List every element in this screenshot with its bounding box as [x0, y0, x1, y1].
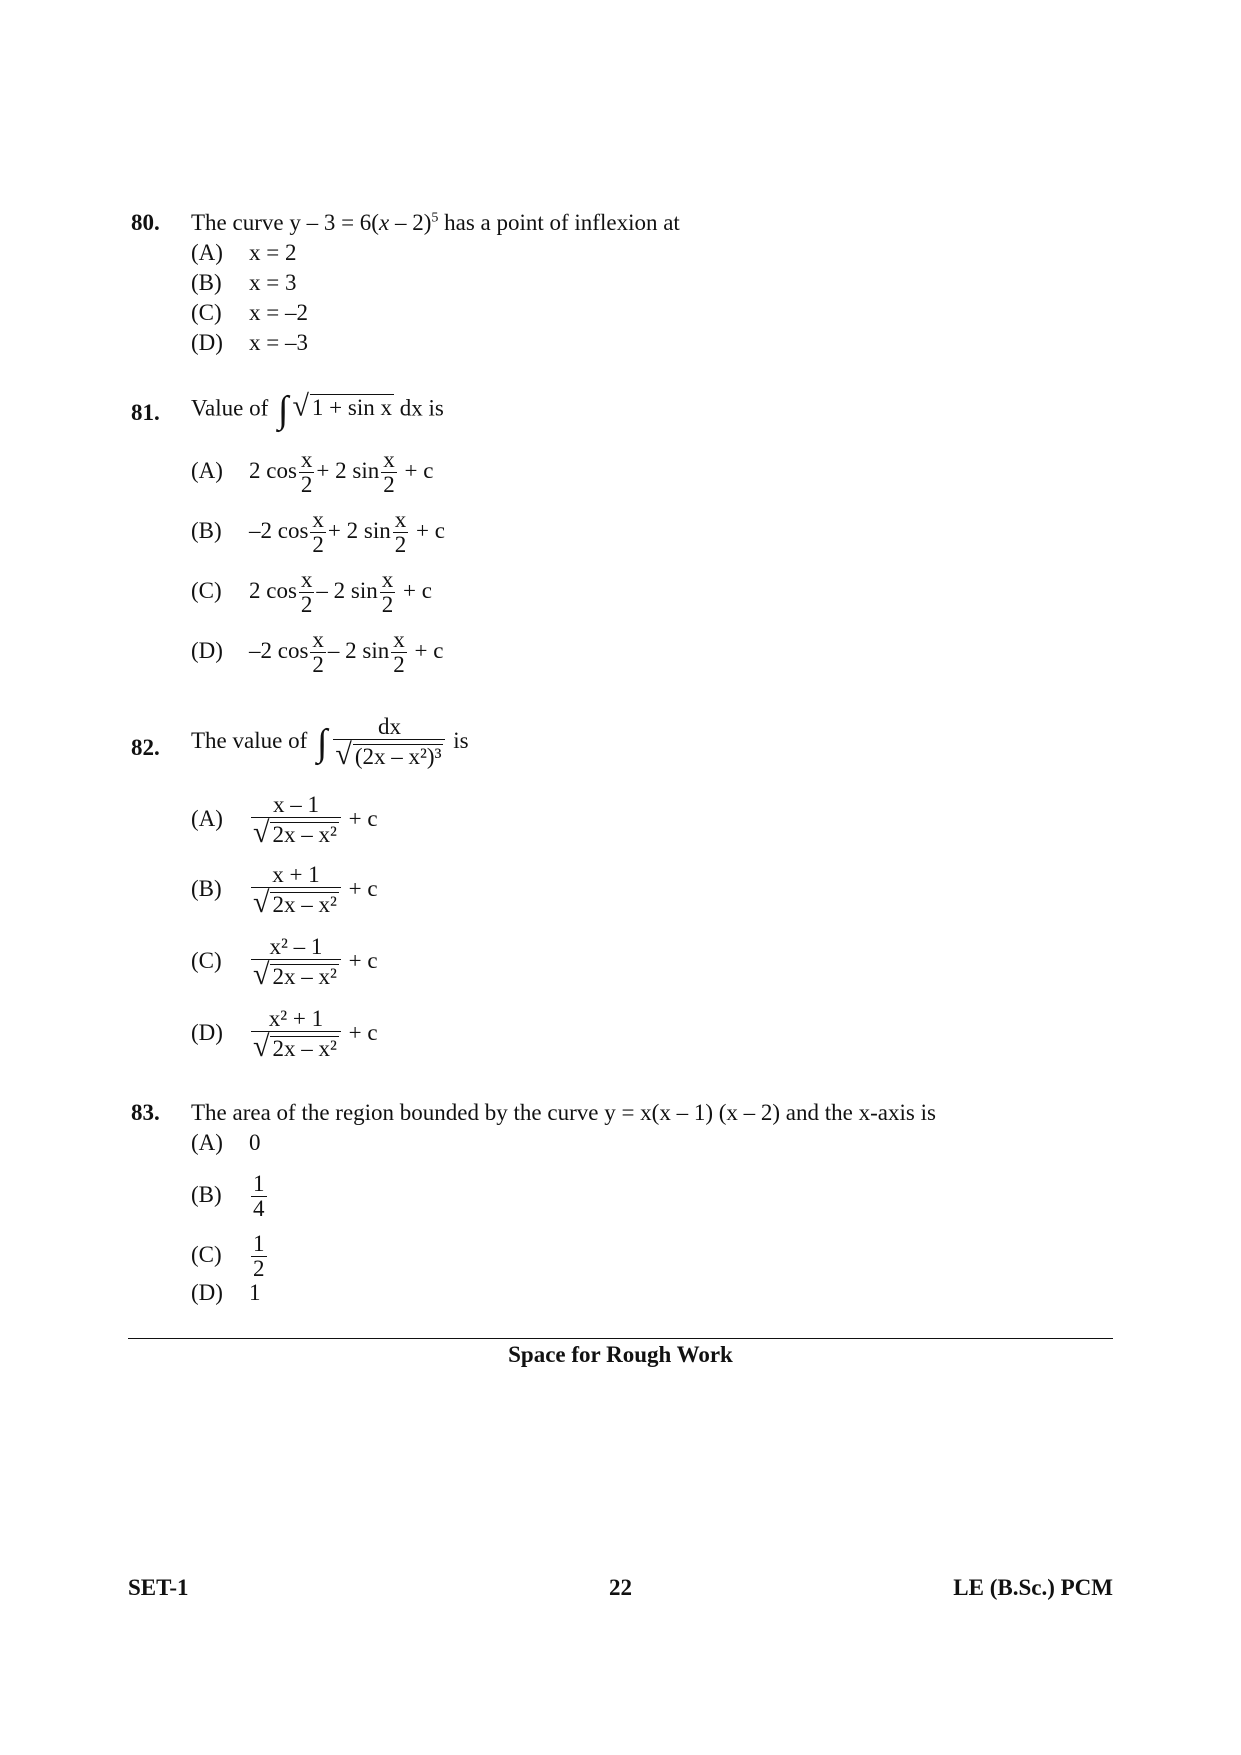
footer-course: LE (B.Sc.) PCM [953, 1575, 1113, 1600]
option-a[interactable]: (A) x = 2 [191, 240, 297, 265]
option-a[interactable]: (A) $\frac{x - 1}{\text{√ 2x – x²}}$ + c [191, 792, 378, 850]
option-c[interactable]: (C) $\frac{1}{2}$ [191, 1231, 265, 1282]
question-number: 80. [131, 210, 160, 235]
question-number: 82. [131, 735, 160, 760]
option-d[interactable]: (D) –2 cos $\frac{x}{2}$ – 2 sin $\frac{x}{2}$ + c [191, 627, 444, 678]
option-c[interactable]: (C) 2 cos $\frac{x}{2}$ – 2 sin $\frac{x}{2}$ + c [191, 567, 432, 618]
option-c[interactable]: (C) x = –2 [191, 300, 308, 325]
question-stem: The curve y – 3 = 6(x – 2)$^5$ has a point of inflexion at [191, 210, 680, 235]
question-stem: The value of ∫ $\frac{dx}{\text{√ (2x – x²)³}}$ is [191, 714, 469, 772]
footer-page-number: 22 [609, 1575, 632, 1600]
integral-sign-icon: ∫ [278, 389, 289, 431]
question-number: 81. [131, 400, 160, 425]
option-b[interactable]: (B) –2 cos $\frac{x}{2}$ + 2 sin $\frac{x}{2}$ + c [191, 507, 445, 558]
option-a[interactable]: (A) 0 [191, 1130, 261, 1155]
question-number: 83. [131, 1100, 160, 1125]
option-a[interactable]: (A) 2 cos $\frac{x}{2}$ + 2 sin $\frac{x}{2}$ + c [191, 447, 434, 498]
option-b[interactable]: (B) $\frac{x + 1}{\text{√ 2x – x²}}$ + c [191, 862, 378, 920]
option-b[interactable]: (B) x = 3 [191, 270, 297, 295]
integral-sign-icon: ∫ [316, 721, 328, 764]
rough-work-heading: Space for Rough Work [508, 1342, 733, 1367]
option-d[interactable]: (D) 1 [191, 1280, 261, 1305]
option-d[interactable]: (D) $\frac{\text{x² + 1}}{\text{√ 2x – x²}}$ + c [191, 1006, 378, 1064]
option-d[interactable]: (D) x = –3 [191, 330, 308, 355]
question-stem: Value of ∫ √ 1 + sin x dx is [191, 389, 444, 431]
question-stem: The area of the region bounded by the curve y = x(x – 1) (x – 2) and the x-axis is [191, 1100, 936, 1125]
option-b[interactable]: (B) $\frac{1}{4}$ [191, 1171, 265, 1222]
divider [128, 1338, 1113, 1339]
option-c[interactable]: (C) $\frac{\text{x² – 1}}{\text{√ 2x – x²}}$ + c [191, 934, 378, 992]
footer-set: SET-1 [128, 1575, 189, 1600]
